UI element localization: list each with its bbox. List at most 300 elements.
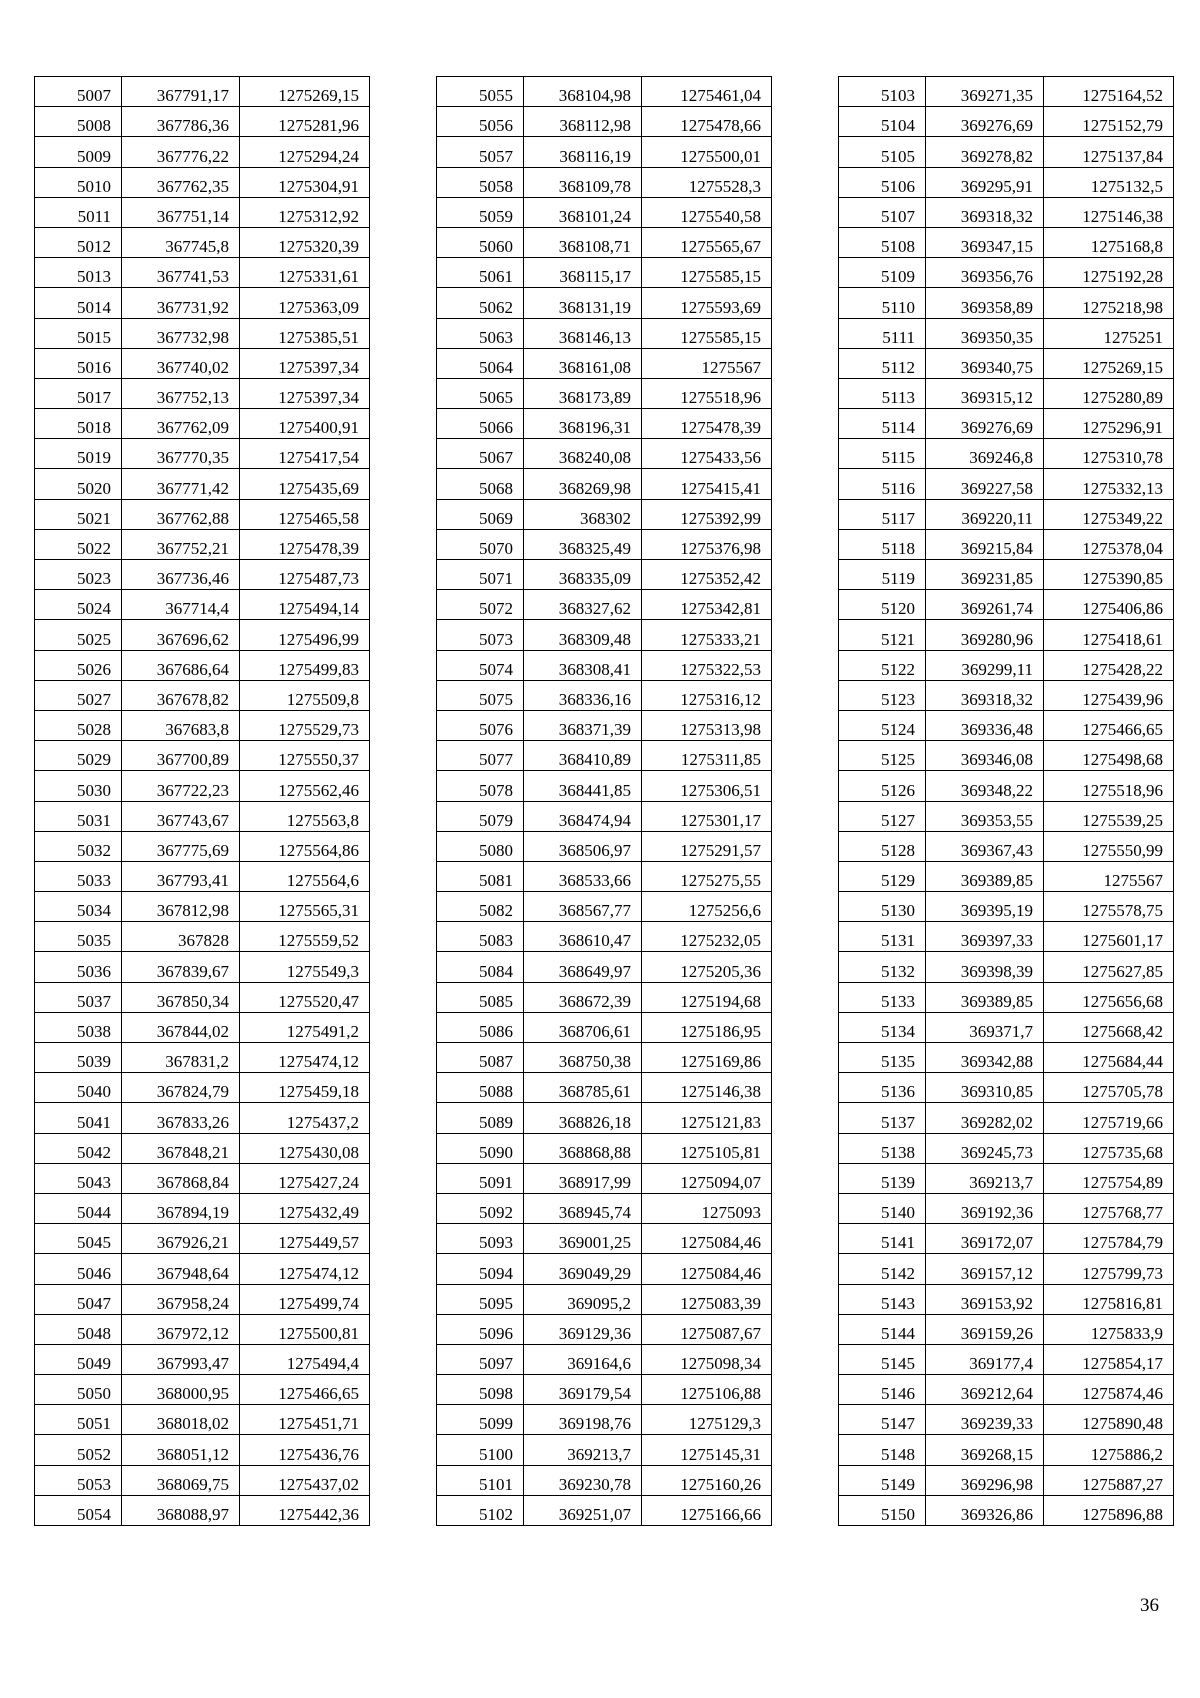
table-row — [35, 1073, 370, 1103]
x-coordinate-cell: 369001,25 — [524, 1224, 642, 1254]
x-coordinate-cell: 369299,11 — [926, 650, 1044, 680]
table-row — [35, 1375, 370, 1405]
y-coordinate-cell: 1275320,39 — [240, 227, 370, 257]
x-coordinate-cell: 368104,98 — [524, 77, 642, 107]
y-coordinate-cell: 1275562,46 — [240, 771, 370, 801]
x-coordinate-cell: 368474,94 — [524, 801, 642, 831]
table-row — [35, 378, 370, 408]
y-coordinate-cell: 1275281,96 — [240, 107, 370, 137]
point-number-cell: 5023 — [35, 560, 122, 590]
point-number-cell: 5148 — [839, 1435, 926, 1465]
y-coordinate-cell: 1275166,66 — [642, 1495, 772, 1525]
point-number-cell: 5134 — [839, 1012, 926, 1042]
table-row — [839, 1193, 1174, 1223]
point-number-cell: 5128 — [839, 831, 926, 861]
x-coordinate-cell: 369318,32 — [926, 197, 1044, 227]
point-number-cell: 5069 — [437, 499, 524, 529]
x-coordinate-cell: 368533,66 — [524, 861, 642, 891]
x-coordinate-cell: 368196,31 — [524, 409, 642, 439]
y-coordinate-cell: 1275132,5 — [1044, 167, 1174, 197]
y-coordinate-cell: 1275306,51 — [642, 771, 772, 801]
x-coordinate-cell: 368945,74 — [524, 1193, 642, 1223]
x-coordinate-cell: 367833,26 — [122, 1103, 240, 1133]
table-row — [35, 348, 370, 378]
table-row — [437, 1314, 772, 1344]
point-number-cell: 5116 — [839, 469, 926, 499]
table-row — [437, 227, 772, 257]
table-row — [437, 1495, 772, 1525]
table-row — [35, 1163, 370, 1193]
point-number-cell: 5030 — [35, 771, 122, 801]
x-coordinate-cell: 369346,08 — [926, 741, 1044, 771]
y-coordinate-cell: 1275430,08 — [240, 1133, 370, 1163]
x-coordinate-cell: 367731,92 — [122, 288, 240, 318]
table-row — [839, 1375, 1174, 1405]
table-row — [437, 680, 772, 710]
x-coordinate-cell: 368069,75 — [122, 1465, 240, 1495]
y-coordinate-cell: 1275406,86 — [1044, 590, 1174, 620]
point-number-cell: 5039 — [35, 1043, 122, 1073]
table-row — [35, 680, 370, 710]
point-number-cell: 5040 — [35, 1073, 122, 1103]
table-row — [839, 861, 1174, 891]
x-coordinate-cell: 369268,15 — [926, 1435, 1044, 1465]
point-number-cell: 5142 — [839, 1254, 926, 1284]
table-row — [35, 922, 370, 952]
table-row — [839, 710, 1174, 740]
point-number-cell: 5016 — [35, 348, 122, 378]
table-row — [437, 982, 772, 1012]
x-coordinate-cell: 367993,47 — [122, 1344, 240, 1374]
x-coordinate-cell: 369212,64 — [926, 1375, 1044, 1405]
table-row — [437, 801, 772, 831]
x-coordinate-cell: 369397,33 — [926, 922, 1044, 952]
x-coordinate-cell: 369049,29 — [524, 1254, 642, 1284]
table-row — [35, 1254, 370, 1284]
x-coordinate-cell: 368302 — [524, 499, 642, 529]
table-row — [839, 469, 1174, 499]
table-row — [839, 560, 1174, 590]
point-number-cell: 5112 — [839, 348, 926, 378]
point-number-cell: 5038 — [35, 1012, 122, 1042]
y-coordinate-cell: 1275627,85 — [1044, 952, 1174, 982]
table-row — [839, 1133, 1174, 1163]
point-number-cell: 5011 — [35, 197, 122, 227]
y-coordinate-cell: 1275494,4 — [240, 1344, 370, 1374]
x-coordinate-cell: 369296,98 — [926, 1465, 1044, 1495]
point-number-cell: 5088 — [437, 1073, 524, 1103]
x-coordinate-cell: 369220,11 — [926, 499, 1044, 529]
y-coordinate-cell: 1275232,05 — [642, 922, 772, 952]
point-number-cell: 5111 — [839, 318, 926, 348]
x-coordinate-cell: 369215,84 — [926, 529, 1044, 559]
y-coordinate-cell: 1275439,96 — [1044, 680, 1174, 710]
point-number-cell: 5019 — [35, 439, 122, 469]
x-coordinate-cell: 369340,75 — [926, 348, 1044, 378]
point-number-cell: 5110 — [839, 288, 926, 318]
x-coordinate-cell: 369278,82 — [926, 137, 1044, 167]
x-coordinate-cell: 369358,89 — [926, 288, 1044, 318]
y-coordinate-cell: 1275152,79 — [1044, 107, 1174, 137]
x-coordinate-cell: 369395,19 — [926, 892, 1044, 922]
x-coordinate-cell: 367948,64 — [122, 1254, 240, 1284]
coordinate-table-3 — [838, 76, 1174, 1526]
x-coordinate-cell: 369271,35 — [926, 77, 1044, 107]
table-row — [35, 1495, 370, 1525]
x-coordinate-cell: 369318,32 — [926, 680, 1044, 710]
point-number-cell: 5090 — [437, 1133, 524, 1163]
table-row — [437, 831, 772, 861]
table-row — [839, 1103, 1174, 1133]
x-coordinate-cell: 368115,17 — [524, 258, 642, 288]
point-number-cell: 5044 — [35, 1193, 122, 1223]
y-coordinate-cell: 1275754,89 — [1044, 1163, 1174, 1193]
x-coordinate-cell: 367696,62 — [122, 620, 240, 650]
y-coordinate-cell: 1275432,49 — [240, 1193, 370, 1223]
y-coordinate-cell: 1275304,91 — [240, 167, 370, 197]
y-coordinate-cell: 1275854,17 — [1044, 1344, 1174, 1374]
y-coordinate-cell: 1275494,14 — [240, 590, 370, 620]
point-number-cell: 5022 — [35, 529, 122, 559]
x-coordinate-cell: 369251,07 — [524, 1495, 642, 1525]
point-number-cell: 5140 — [839, 1193, 926, 1223]
table-row — [839, 892, 1174, 922]
point-number-cell: 5089 — [437, 1103, 524, 1133]
x-coordinate-cell: 367791,17 — [122, 77, 240, 107]
point-number-cell: 5117 — [839, 499, 926, 529]
x-coordinate-cell: 368917,99 — [524, 1163, 642, 1193]
y-coordinate-cell: 1275376,98 — [642, 529, 772, 559]
coordinate-table-body — [437, 77, 772, 1526]
x-coordinate-cell: 369177,4 — [926, 1344, 1044, 1374]
table-row — [437, 1465, 772, 1495]
x-coordinate-cell: 367844,02 — [122, 1012, 240, 1042]
x-coordinate-cell: 369371,7 — [926, 1012, 1044, 1042]
y-coordinate-cell: 1275168,8 — [1044, 227, 1174, 257]
x-coordinate-cell: 369348,22 — [926, 771, 1044, 801]
x-coordinate-cell: 369282,02 — [926, 1103, 1044, 1133]
y-coordinate-cell: 1275192,28 — [1044, 258, 1174, 288]
point-number-cell: 5145 — [839, 1344, 926, 1374]
x-coordinate-cell: 367776,22 — [122, 137, 240, 167]
point-number-cell: 5135 — [839, 1043, 926, 1073]
x-coordinate-cell: 369231,85 — [926, 560, 1044, 590]
y-coordinate-cell: 1275887,27 — [1044, 1465, 1174, 1495]
point-number-cell: 5061 — [437, 258, 524, 288]
x-coordinate-cell: 369213,7 — [524, 1435, 642, 1465]
table-row — [35, 861, 370, 891]
point-number-cell: 5012 — [35, 227, 122, 257]
point-number-cell: 5102 — [437, 1495, 524, 1525]
point-number-cell: 5136 — [839, 1073, 926, 1103]
table-row — [35, 409, 370, 439]
y-coordinate-cell: 1275294,24 — [240, 137, 370, 167]
point-number-cell: 5045 — [35, 1224, 122, 1254]
table-row — [839, 1012, 1174, 1042]
point-number-cell: 5082 — [437, 892, 524, 922]
table-row — [839, 197, 1174, 227]
y-coordinate-cell: 1275415,41 — [642, 469, 772, 499]
y-coordinate-cell: 1275390,85 — [1044, 560, 1174, 590]
table-row — [437, 288, 772, 318]
point-number-cell: 5041 — [35, 1103, 122, 1133]
table-row — [839, 680, 1174, 710]
table-row — [437, 1012, 772, 1042]
point-number-cell: 5115 — [839, 439, 926, 469]
point-number-cell: 5093 — [437, 1224, 524, 1254]
point-number-cell: 5029 — [35, 741, 122, 771]
point-number-cell: 5130 — [839, 892, 926, 922]
x-coordinate-cell: 369315,12 — [926, 378, 1044, 408]
point-number-cell: 5143 — [839, 1284, 926, 1314]
y-coordinate-cell: 1275564,6 — [240, 861, 370, 891]
y-coordinate-cell: 1275363,09 — [240, 288, 370, 318]
table-row — [35, 560, 370, 590]
y-coordinate-cell: 1275499,74 — [240, 1284, 370, 1314]
x-coordinate-cell: 369261,74 — [926, 590, 1044, 620]
point-number-cell: 5013 — [35, 258, 122, 288]
x-coordinate-cell: 367752,21 — [122, 529, 240, 559]
y-coordinate-cell: 1275392,99 — [642, 499, 772, 529]
x-coordinate-cell: 367683,8 — [122, 710, 240, 740]
y-coordinate-cell: 1275397,34 — [240, 378, 370, 408]
point-number-cell: 5131 — [839, 922, 926, 952]
y-coordinate-cell: 1275342,81 — [642, 590, 772, 620]
point-number-cell: 5065 — [437, 378, 524, 408]
x-coordinate-cell: 369192,36 — [926, 1193, 1044, 1223]
table-row — [839, 1465, 1174, 1495]
point-number-cell: 5010 — [35, 167, 122, 197]
y-coordinate-cell: 1275442,36 — [240, 1495, 370, 1525]
y-coordinate-cell: 1275322,53 — [642, 650, 772, 680]
table-row — [437, 378, 772, 408]
point-number-cell: 5097 — [437, 1344, 524, 1374]
x-coordinate-cell: 368441,85 — [524, 771, 642, 801]
point-number-cell: 5033 — [35, 861, 122, 891]
point-number-cell: 5105 — [839, 137, 926, 167]
y-coordinate-cell: 1275332,13 — [1044, 469, 1174, 499]
x-coordinate-cell: 369276,69 — [926, 107, 1044, 137]
point-number-cell: 5129 — [839, 861, 926, 891]
point-number-cell: 5031 — [35, 801, 122, 831]
y-coordinate-cell: 1275896,88 — [1044, 1495, 1174, 1525]
point-number-cell: 5054 — [35, 1495, 122, 1525]
table-row — [839, 831, 1174, 861]
table-row — [35, 590, 370, 620]
table-row — [839, 288, 1174, 318]
y-coordinate-cell: 1275084,46 — [642, 1224, 772, 1254]
x-coordinate-cell: 368672,39 — [524, 982, 642, 1012]
table-row — [839, 439, 1174, 469]
y-coordinate-cell: 1275451,71 — [240, 1405, 370, 1435]
table-row — [437, 771, 772, 801]
point-number-cell: 5048 — [35, 1314, 122, 1344]
x-coordinate-cell: 369179,54 — [524, 1375, 642, 1405]
point-number-cell: 5078 — [437, 771, 524, 801]
point-number-cell: 5127 — [839, 801, 926, 831]
y-coordinate-cell: 1275684,44 — [1044, 1043, 1174, 1073]
y-coordinate-cell: 1275449,57 — [240, 1224, 370, 1254]
y-coordinate-cell: 1275550,37 — [240, 741, 370, 771]
y-coordinate-cell: 1275784,79 — [1044, 1224, 1174, 1254]
table-row — [839, 741, 1174, 771]
y-coordinate-cell: 1275520,47 — [240, 982, 370, 1012]
table-row — [35, 952, 370, 982]
point-number-cell: 5096 — [437, 1314, 524, 1344]
x-coordinate-cell: 367839,67 — [122, 952, 240, 982]
table-row — [839, 258, 1174, 288]
table-row — [839, 378, 1174, 408]
y-coordinate-cell: 1275291,57 — [642, 831, 772, 861]
x-coordinate-cell: 369159,26 — [926, 1314, 1044, 1344]
table-row — [839, 107, 1174, 137]
table-row — [437, 650, 772, 680]
table-row — [35, 982, 370, 1012]
y-coordinate-cell: 1275768,77 — [1044, 1193, 1174, 1223]
y-coordinate-cell: 1275312,92 — [240, 197, 370, 227]
x-coordinate-cell: 369342,88 — [926, 1043, 1044, 1073]
y-coordinate-cell: 1275474,12 — [240, 1043, 370, 1073]
y-coordinate-cell: 1275280,89 — [1044, 378, 1174, 408]
point-number-cell: 5025 — [35, 620, 122, 650]
y-coordinate-cell: 1275550,99 — [1044, 831, 1174, 861]
y-coordinate-cell: 1275378,04 — [1044, 529, 1174, 559]
x-coordinate-cell: 369129,36 — [524, 1314, 642, 1344]
point-number-cell: 5032 — [35, 831, 122, 861]
table-row — [35, 620, 370, 650]
point-number-cell: 5018 — [35, 409, 122, 439]
y-coordinate-cell: 1275331,61 — [240, 258, 370, 288]
y-coordinate-cell: 1275417,54 — [240, 439, 370, 469]
y-coordinate-cell: 1275565,31 — [240, 892, 370, 922]
y-coordinate-cell: 1275194,68 — [642, 982, 772, 1012]
y-coordinate-cell: 1275310,78 — [1044, 439, 1174, 469]
point-number-cell: 5047 — [35, 1284, 122, 1314]
point-number-cell: 5075 — [437, 680, 524, 710]
y-coordinate-cell: 1275500,81 — [240, 1314, 370, 1344]
y-coordinate-cell: 1275296,91 — [1044, 409, 1174, 439]
table-row — [839, 1435, 1174, 1465]
y-coordinate-cell: 1275087,67 — [642, 1314, 772, 1344]
x-coordinate-cell: 369367,43 — [926, 831, 1044, 861]
table-row — [839, 1405, 1174, 1435]
point-number-cell: 5059 — [437, 197, 524, 227]
point-number-cell: 5072 — [437, 590, 524, 620]
x-coordinate-cell: 368868,88 — [524, 1133, 642, 1163]
table-row — [437, 1254, 772, 1284]
x-coordinate-cell: 369350,35 — [926, 318, 1044, 348]
point-number-cell: 5141 — [839, 1224, 926, 1254]
x-coordinate-cell: 367972,12 — [122, 1314, 240, 1344]
y-coordinate-cell: 1275816,81 — [1044, 1284, 1174, 1314]
y-coordinate-cell: 1275418,61 — [1044, 620, 1174, 650]
table-row — [35, 892, 370, 922]
table-row — [437, 107, 772, 137]
point-number-cell: 5076 — [437, 710, 524, 740]
x-coordinate-cell: 368131,19 — [524, 288, 642, 318]
x-coordinate-cell: 369213,7 — [926, 1163, 1044, 1193]
table-row — [839, 620, 1174, 650]
y-coordinate-cell: 1275400,91 — [240, 409, 370, 439]
table-row — [437, 922, 772, 952]
x-coordinate-cell: 368018,02 — [122, 1405, 240, 1435]
x-coordinate-cell: 369353,55 — [926, 801, 1044, 831]
page-number: 36 — [1140, 1595, 1159, 1616]
y-coordinate-cell: 1275833,9 — [1044, 1314, 1174, 1344]
point-number-cell: 5106 — [839, 167, 926, 197]
y-coordinate-cell: 1275098,34 — [642, 1344, 772, 1374]
y-coordinate-cell: 1275093 — [642, 1193, 772, 1223]
table-row — [839, 137, 1174, 167]
y-coordinate-cell: 1275890,48 — [1044, 1405, 1174, 1435]
y-coordinate-cell: 1275269,15 — [240, 77, 370, 107]
table-row — [437, 77, 772, 107]
point-number-cell: 5120 — [839, 590, 926, 620]
x-coordinate-cell: 367714,4 — [122, 590, 240, 620]
x-coordinate-cell: 367751,14 — [122, 197, 240, 227]
x-coordinate-cell: 367770,35 — [122, 439, 240, 469]
x-coordinate-cell: 369398,39 — [926, 952, 1044, 982]
table-row — [839, 1043, 1174, 1073]
table-row — [839, 1284, 1174, 1314]
y-coordinate-cell: 1275333,21 — [642, 620, 772, 650]
x-coordinate-cell: 367762,35 — [122, 167, 240, 197]
point-number-cell: 5043 — [35, 1163, 122, 1193]
y-coordinate-cell: 1275487,73 — [240, 560, 370, 590]
x-coordinate-cell: 368826,18 — [524, 1103, 642, 1133]
point-number-cell: 5057 — [437, 137, 524, 167]
x-coordinate-cell: 369310,85 — [926, 1073, 1044, 1103]
y-coordinate-cell: 1275129,3 — [642, 1405, 772, 1435]
x-coordinate-cell: 367743,67 — [122, 801, 240, 831]
x-coordinate-cell: 368335,09 — [524, 560, 642, 590]
y-coordinate-cell: 1275437,02 — [240, 1465, 370, 1495]
table-row — [839, 318, 1174, 348]
point-number-cell: 5100 — [437, 1435, 524, 1465]
x-coordinate-cell: 368000,95 — [122, 1375, 240, 1405]
y-coordinate-cell: 1275437,2 — [240, 1103, 370, 1133]
table-row — [839, 77, 1174, 107]
point-number-cell: 5035 — [35, 922, 122, 952]
point-number-cell: 5114 — [839, 409, 926, 439]
point-number-cell: 5081 — [437, 861, 524, 891]
x-coordinate-cell: 367736,46 — [122, 560, 240, 590]
x-coordinate-cell: 367700,89 — [122, 741, 240, 771]
table-row — [839, 590, 1174, 620]
table-row — [35, 1224, 370, 1254]
table-row — [35, 1133, 370, 1163]
x-coordinate-cell: 369280,96 — [926, 620, 1044, 650]
y-coordinate-cell: 1275461,04 — [642, 77, 772, 107]
point-number-cell: 5149 — [839, 1465, 926, 1495]
x-coordinate-cell: 367762,09 — [122, 409, 240, 439]
point-number-cell: 5133 — [839, 982, 926, 1012]
point-number-cell: 5087 — [437, 1043, 524, 1073]
x-coordinate-cell: 368146,13 — [524, 318, 642, 348]
point-number-cell: 5109 — [839, 258, 926, 288]
y-coordinate-cell: 1275106,88 — [642, 1375, 772, 1405]
y-coordinate-cell: 1275145,31 — [642, 1435, 772, 1465]
x-coordinate-cell: 368610,47 — [524, 922, 642, 952]
y-coordinate-cell: 1275491,2 — [240, 1012, 370, 1042]
table-row — [35, 107, 370, 137]
table-row — [437, 1163, 772, 1193]
y-coordinate-cell: 1275540,58 — [642, 197, 772, 227]
table-row — [839, 1163, 1174, 1193]
y-coordinate-cell: 1275316,12 — [642, 680, 772, 710]
point-number-cell: 5055 — [437, 77, 524, 107]
x-coordinate-cell: 369227,58 — [926, 469, 1044, 499]
